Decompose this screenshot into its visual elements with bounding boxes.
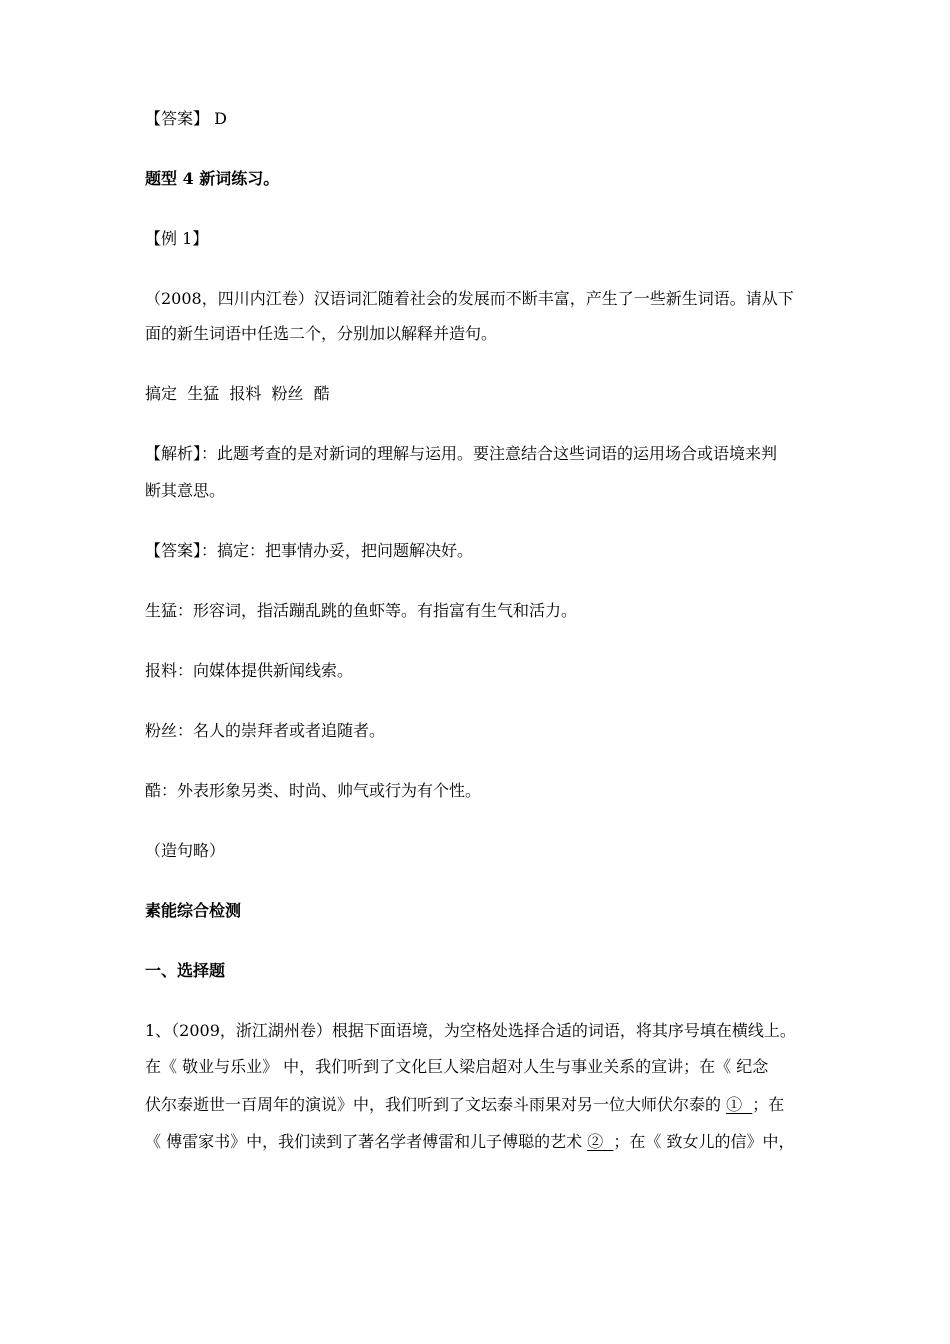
q1-line-4 [145, 1131, 825, 1153]
q1-blank-1: ① [726, 1095, 753, 1114]
answer-line-6: （造句略） [145, 841, 226, 860]
analysis-line-2: 断其意思。 [145, 481, 226, 500]
word-list: 搞定 生猛 报料 粉丝 酷 [145, 384, 330, 403]
answer-line-3: 报料：向媒体提供新闻线索。 [145, 661, 354, 680]
answer-line-5: 酷：外表形象另类、时尚、帅气或行为有个性。 [145, 781, 482, 800]
q1-line-3-text-a: 伏尔泰逝世一百周年的演说》中，我们听到了文坛泰斗雨果对另一位大师伏尔泰的 [145, 1095, 727, 1114]
section-choice-heading: 一、选择题 [145, 961, 226, 980]
q1-line-4-text-b: ；在《 致女儿的信》中， [613, 1132, 795, 1151]
example-label: 【例 1】 [145, 229, 209, 248]
question-line-1: （2008，四川内江卷）汉语词汇随着社会的发展而不断丰富，产生了一些新生词语。请从下 [145, 289, 794, 308]
answer-line-4: 粉丝：名人的崇拜者或者追随者。 [145, 721, 386, 740]
answer-label-top: 【答案】 D [145, 109, 227, 128]
q1-line-2: 在《 敬业与乐业》 中，我们听到了文化巨人梁启超对人生与事业关系的宣讲；在《 纪念 [145, 1057, 769, 1076]
answer-line-2: 生猛：形容词，指活蹦乱跳的鱼虾等。有指富有生气和活力。 [145, 601, 578, 620]
q1-line-4-text-a: 《 傅雷家书》中，我们读到了著名学者傅雷和儿子傅聪的艺术 [145, 1132, 588, 1151]
section-4-heading: 题型 4 新词练习。 [145, 169, 280, 188]
answer-line-1: 【答案】：搞定：把事情办妥，把问题解决好。 [145, 541, 474, 560]
analysis-line-1: 【解析】：此题考查的是对新词的理解与运用。要注意结合这些词语的运用场合或语境来判 [145, 444, 778, 463]
q1-line-3 [145, 1094, 825, 1116]
section-quality-heading: 素能综合检测 [145, 901, 242, 920]
q1-line-3-text-b: ；在 [752, 1095, 785, 1114]
question-line-2: 面的新生词语中任选二个，分别加以解释并造句。 [145, 324, 498, 343]
q1-line-1: 1、（2009，浙江湖州卷）根据下面语境，为空格处选择合适的词语，将其序号填在横线上。 [145, 1021, 796, 1040]
q1-blank-2: ② [587, 1132, 614, 1151]
